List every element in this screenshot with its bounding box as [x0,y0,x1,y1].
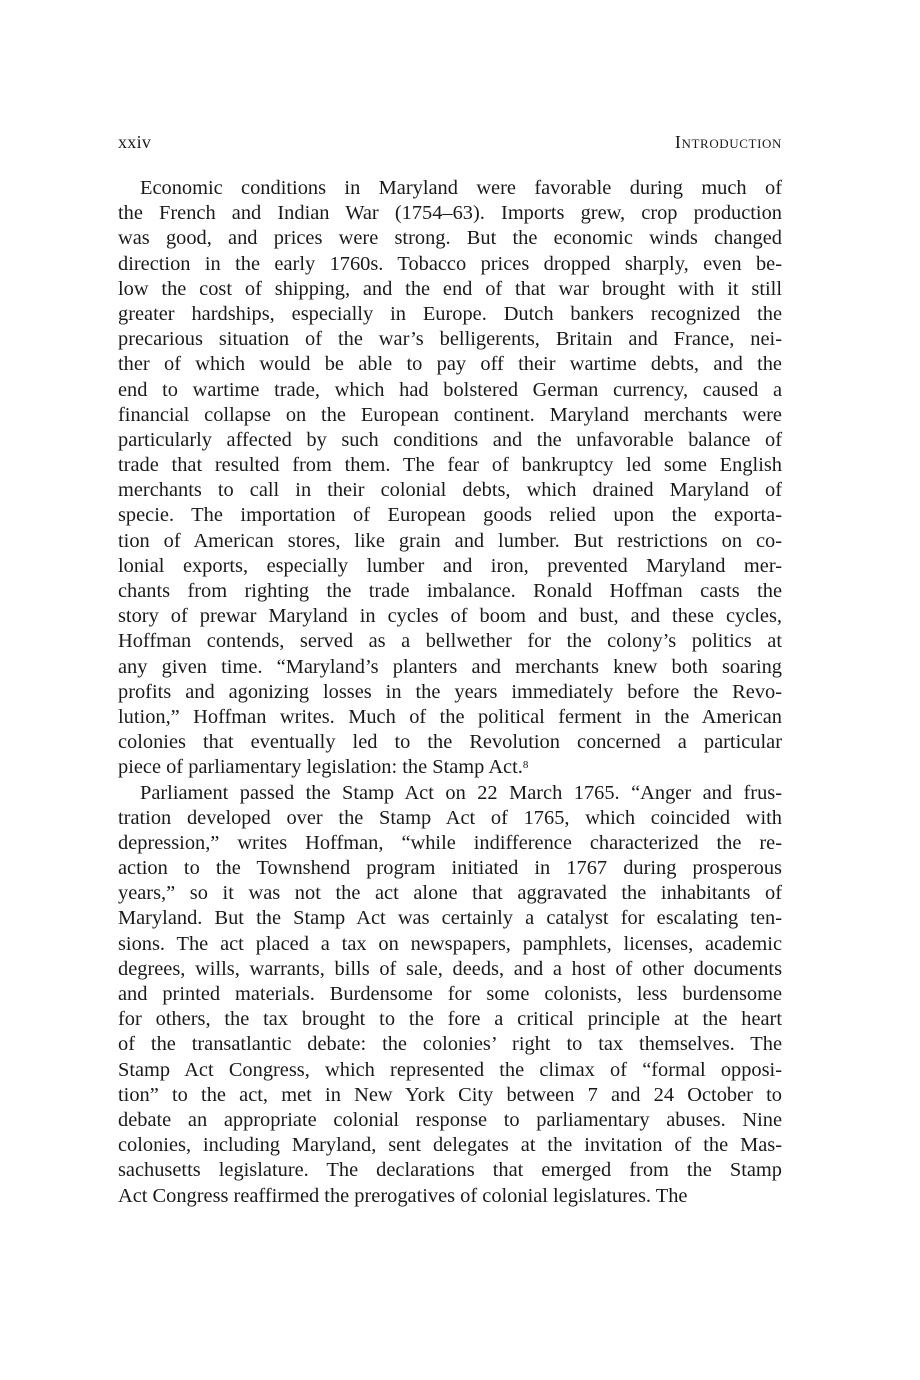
text-line [118,932,782,957]
line-text: colonies, including Maryland, sent delegates at the invitation of the Mas- [118,1134,782,1157]
line-text: tration developed over the Stamp Act of 1765, which coincided with [118,806,782,829]
line-text: tion” to the act, met in New York City between 7 and 24 October to [118,1083,782,1106]
text-line [118,378,782,403]
text-line [118,806,782,831]
line-text: sachusetts legislature. The declarations that emerged from the Stamp [118,1159,782,1182]
line-text: and printed materials. Burdensome for some colonists, less burdensome [118,983,782,1005]
paragraph [118,781,782,1209]
footnote-reference[interactable]: 8 [522,759,529,772]
text-line [118,730,782,755]
text-line [118,1158,782,1183]
line-text: end to wartime trade, which had bolstered German currency, caused a [118,378,782,401]
text-line [118,1184,782,1209]
line-text: colonies that eventually led to the Revolution concerned a particular [118,731,782,754]
line-text: Hoffman contends, served as a bellwether for the colony’s politics at [118,630,782,653]
line-text: Act Congress reaffirmed the prerogatives of colonial legislatures. The [118,1184,688,1207]
text-line [118,881,782,906]
text-line [118,629,782,654]
text-line [118,831,782,856]
body-text [118,176,782,1209]
text-line [118,327,782,352]
text-line [118,428,782,453]
line-text: debate an appropriate colonial response to parliamentary abuses. Nine [118,1108,782,1131]
text-line [118,478,782,503]
line-text: lution,” Hoffman writes. Much of the political ferment in the American [118,705,782,728]
paragraph [118,176,782,781]
text-line [118,1108,782,1133]
line-text: direction in the early 1760s. Tobacco prices dropped sharply, even be- [118,252,782,275]
line-text: tion of American stores, like grain and lumber. But restrictions on co- [118,529,782,552]
line-text: merchants to call in their colonial debts, which drained Maryland of [118,479,782,502]
text-line [118,503,782,528]
line-text: profits and agonizing losses in the years immediately before the Revo- [118,680,782,703]
line-text: lonial exports, especially lumber and iron, prevented Maryland mer- [118,554,782,577]
text-line [118,680,782,705]
line-text: piece of parliamentary legislation: the Stamp Act. [118,756,523,779]
text-line [118,1032,782,1057]
line-text: the French and Indian War (1754–63). Imports grew, crop production [118,202,782,225]
text-line [118,604,782,629]
running-title: Introduction [674,132,782,152]
text-line [118,705,782,730]
running-head [118,128,782,156]
text-line [118,755,782,780]
text-line [118,1007,782,1032]
text-line [118,403,782,428]
page-number: xxiv [118,132,152,152]
line-text: depression,” writes Hoffman, “while indifference characterized the re- [118,831,782,854]
line-text: of the transatlantic debate: the colonies’ right to tax themselves. The [118,1033,782,1056]
line-text: for others, the tax brought to the fore a critical principle at the heart [118,1008,782,1031]
line-text: precarious situation of the war’s belligerents, Britain and France, nei- [118,328,782,351]
text-line [118,856,782,881]
text-line [118,453,782,478]
line-text: chants from righting the trade imbalance. Ronald Hoffman casts the [118,580,782,602]
line-text: low the cost of shipping, and the end of that war brought with it still [118,277,782,300]
text-line [118,352,782,377]
text-line [118,781,782,806]
line-text: story of prewar Maryland in cycles of boom and bust, and these cycles, [118,605,782,628]
line-text: specie. The importation of European goods relied upon the exporta- [118,504,782,527]
text-line [118,1083,782,1108]
line-text: particularly affected by such conditions and the unfavorable balance of [118,428,782,451]
line-text: Economic conditions in Maryland were favorable during much of [140,177,782,199]
text-line [118,252,782,277]
text-line [118,957,782,982]
line-text: financial collapse on the European continent. Maryland merchants were [118,403,782,426]
text-line [118,176,782,201]
text-line [118,982,782,1007]
line-text: action to the Townshend program initiated in 1767 during prosperous [118,857,782,880]
text-line [118,529,782,554]
line-text: Maryland. But the Stamp Act was certainly a catalyst for escalating ten- [118,907,782,930]
text-line [118,554,782,579]
text-line [118,302,782,327]
line-text: degrees, wills, warrants, bills of sale, deeds, and a host of other documents [118,957,782,980]
text-line [118,655,782,680]
text-line [118,201,782,226]
text-line [118,579,782,604]
text-line [118,277,782,302]
line-text: Parliament passed the Stamp Act on 22 March 1765. “Anger and frus- [140,781,782,804]
text-line [118,1058,782,1083]
line-text: was good, and prices were strong. But the economic winds changed [118,227,782,250]
text-line [118,906,782,931]
line-text: greater hardships, especially in Europe. Dutch bankers recognized the [118,302,782,325]
text-line [118,226,782,251]
line-text: any given time. “Maryland’s planters and merchants knew both soaring [118,655,782,678]
line-text: years,” so it was not the act alone that aggravated the inhabitants of [118,882,782,905]
line-text: trade that resulted from them. The fear of bankruptcy led some English [118,454,782,477]
line-text: Stamp Act Congress, which represented the climax of “formal opposi- [118,1058,782,1081]
line-text: ther of which would be able to pay off their wartime debts, and the [118,353,782,376]
line-text: sions. The act placed a tax on newspapers, pamphlets, licenses, academic [118,932,782,955]
text-line [118,1133,782,1158]
